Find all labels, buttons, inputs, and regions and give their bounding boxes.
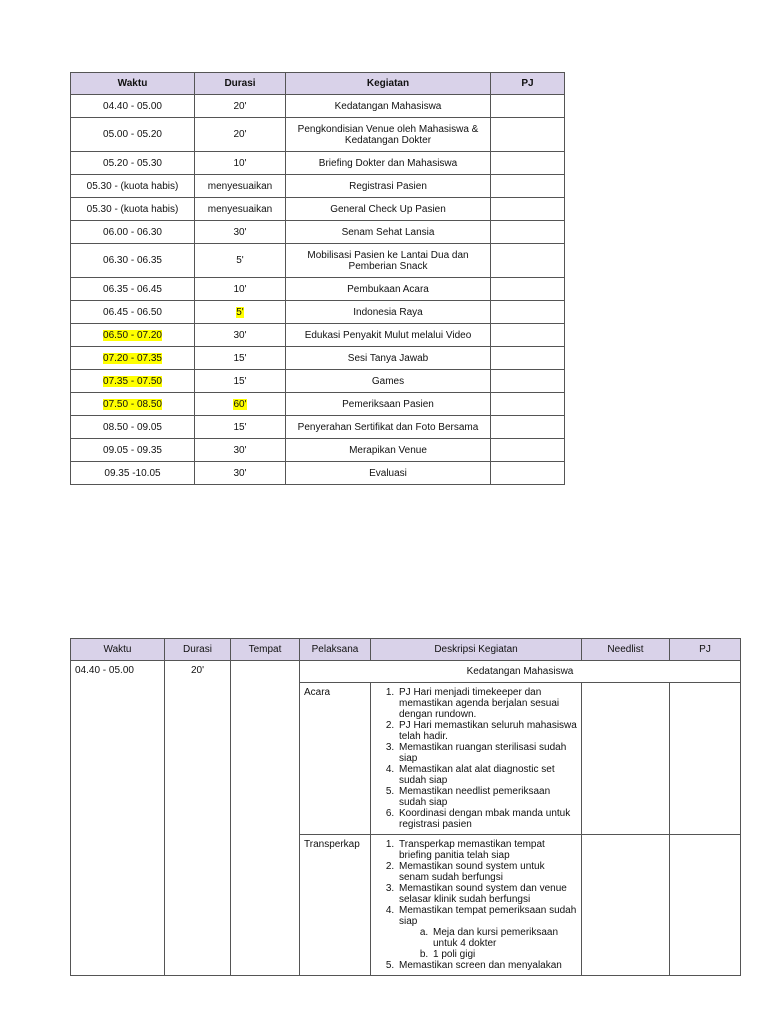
- list-item: 4. Memastikan alat alat diagnostic set sudah siap: [397, 764, 577, 786]
- header-needlist: Needlist: [582, 639, 670, 661]
- header-tempat: Tempat: [231, 639, 300, 661]
- cell-kegiatan: [286, 439, 491, 462]
- cell-waktu: [71, 118, 195, 152]
- table-row: [71, 301, 565, 324]
- waktu-text: 07.50 - 08.50: [103, 398, 162, 410]
- durasi-text: menyesuaikan: [207, 203, 273, 215]
- needlist-transperkap: [582, 835, 670, 976]
- header-waktu: Waktu: [71, 73, 195, 95]
- kegiatan-text: Games: [371, 375, 405, 387]
- detail-durasi: 20': [165, 661, 231, 976]
- table-row: [71, 152, 565, 175]
- cell-kegiatan: [286, 370, 491, 393]
- cell-pj: [491, 370, 565, 393]
- table-row: [71, 416, 565, 439]
- cell-pj: [491, 278, 565, 301]
- cell-kegiatan: [286, 152, 491, 175]
- cell-waktu: [71, 439, 195, 462]
- list-item: 5. Memastikan screen dan menyalakan: [397, 960, 577, 971]
- table-row: [71, 95, 565, 118]
- cell-waktu: [71, 198, 195, 221]
- detail-kegiatan-title: Kedatangan Mahasiswa: [300, 661, 741, 683]
- cell-waktu: [71, 95, 195, 118]
- waktu-text: 07.35 - 07.50: [103, 375, 162, 387]
- cell-pj: [491, 347, 565, 370]
- waktu-text: 09.35 -10.05: [104, 467, 161, 479]
- cell-pj: [491, 95, 565, 118]
- list-item: 2. Memastikan sound system untuk senam sudah berfungsi: [397, 861, 577, 883]
- waktu-text: 06.45 - 06.50: [103, 306, 162, 318]
- cell-kegiatan: [286, 175, 491, 198]
- durasi-text: 30': [233, 226, 247, 238]
- kegiatan-text: Pemeriksaan Pasien: [342, 398, 434, 410]
- cell-kegiatan: [286, 324, 491, 347]
- cell-durasi: [195, 393, 286, 416]
- transperkap-task-list: [375, 839, 577, 971]
- list-item: [397, 905, 577, 960]
- kegiatan-text: Pembukaan Acara: [347, 283, 429, 295]
- header-kegiatan: Kegiatan: [286, 73, 491, 95]
- waktu-text: 06.30 - 06.35: [103, 255, 162, 266]
- waktu-text: 08.50 - 09.05: [103, 421, 162, 433]
- waktu-text: 06.50 - 07.20: [103, 329, 162, 341]
- table-row: [71, 462, 565, 485]
- cell-durasi: [195, 324, 286, 347]
- cell-pj: [491, 152, 565, 175]
- table-row: [71, 278, 565, 301]
- table-row: [71, 347, 565, 370]
- detail-waktu: 04.40 - 05.00: [71, 661, 165, 976]
- cell-waktu: [71, 393, 195, 416]
- sub-list-item: a. Meja dan kursi pemeriksaan untuk 4 dokter: [431, 927, 577, 949]
- kegiatan-text: Indonesia Raya: [353, 306, 423, 318]
- waktu-text: 05.00 - 05.20: [103, 129, 162, 140]
- table-row: [71, 118, 565, 152]
- kegiatan-text: Sesi Tanya Jawab: [347, 352, 429, 364]
- cell-waktu: [71, 462, 195, 485]
- pelaksana-transperkap: Transperkap: [300, 835, 371, 976]
- cell-waktu: [71, 324, 195, 347]
- kegiatan-text: General Check Up Pasien: [330, 203, 446, 215]
- durasi-text: 5': [236, 306, 244, 318]
- cell-durasi: [195, 301, 286, 324]
- cell-durasi: [195, 462, 286, 485]
- durasi-text: menyesuaikan: [207, 180, 273, 192]
- durasi-text: 15': [233, 352, 247, 364]
- cell-waktu: [71, 278, 195, 301]
- list-item: 3. Memastikan sound system dan venue selasar klinik sudah berfungsi: [397, 883, 577, 905]
- cell-pj: [491, 198, 565, 221]
- pj-acara: [670, 683, 741, 835]
- cell-waktu: [71, 370, 195, 393]
- cell-durasi: [195, 95, 286, 118]
- cell-pj: [491, 439, 565, 462]
- table-row: [71, 393, 565, 416]
- waktu-text: 04.40 - 05.00: [103, 100, 162, 112]
- kegiatan-text: Briefing Dokter dan Mahasiswa: [318, 157, 458, 169]
- sub-list-item: b. 1 poli gigi: [431, 949, 577, 960]
- cell-pj: [491, 416, 565, 439]
- cell-pj: [491, 244, 565, 278]
- cell-pj: [491, 393, 565, 416]
- cell-pj: [491, 301, 565, 324]
- durasi-text: 30': [233, 467, 247, 479]
- sub-task-list: [399, 927, 577, 960]
- rundown-body: [71, 95, 565, 485]
- header-pj: PJ: [491, 73, 565, 95]
- cell-durasi: [195, 370, 286, 393]
- list-item-text: Memastikan tempat pemeriksaan sudah siap: [399, 905, 577, 927]
- kegiatan-text: Mobilisasi Pasien ke Lantai Dua dan Pemberian Snack: [307, 249, 469, 272]
- cell-kegiatan: [286, 118, 491, 152]
- cell-kegiatan: [286, 416, 491, 439]
- kegiatan-text: Registrasi Pasien: [349, 180, 427, 192]
- cell-kegiatan: [286, 221, 491, 244]
- detail-tempat: [231, 661, 300, 976]
- cell-pj: [491, 462, 565, 485]
- pj-transperkap: [670, 835, 741, 976]
- list-item: 3. Memastikan ruangan sterilisasi sudah siap: [397, 742, 577, 764]
- durasi-text: 60': [233, 398, 247, 410]
- acara-task-list: [375, 687, 577, 830]
- list-item: 1. Transperkap memastikan tempat briefing panitia telah siap: [397, 839, 577, 861]
- cell-waktu: [71, 152, 195, 175]
- cell-waktu: [71, 416, 195, 439]
- cell-waktu: [71, 301, 195, 324]
- cell-durasi: [195, 152, 286, 175]
- rundown-table: [70, 72, 565, 485]
- cell-kegiatan: [286, 393, 491, 416]
- kegiatan-text: Kedatangan Mahasiswa: [334, 100, 442, 112]
- cell-durasi: [195, 118, 286, 152]
- cell-durasi: [195, 278, 286, 301]
- cell-waktu: [71, 244, 195, 278]
- list-item: 6. Koordinasi dengan mbak manda untuk registrasi pasien: [397, 808, 577, 830]
- deskripsi-acara: [371, 683, 582, 835]
- durasi-text: 15': [233, 375, 247, 387]
- kegiatan-text: Merapikan Venue: [349, 444, 427, 456]
- durasi-text: 15': [233, 421, 247, 433]
- kegiatan-text: Senam Sehat Lansia: [341, 226, 435, 238]
- cell-waktu: [71, 175, 195, 198]
- needlist-acara: [582, 683, 670, 835]
- kegiatan-text: Edukasi Penyakit Mulut melalui Video: [304, 329, 472, 341]
- header-pelaksana: Pelaksana: [300, 639, 371, 661]
- cell-durasi: [195, 347, 286, 370]
- list-item: 5. Memastikan needlist pemeriksaan sudah siap: [397, 786, 577, 808]
- waktu-text: 05.30 - (kuota habis): [86, 180, 179, 192]
- waktu-text: 06.00 - 06.30: [103, 226, 162, 238]
- cell-durasi: [195, 244, 286, 278]
- cell-pj: [491, 324, 565, 347]
- header-pj: PJ: [670, 639, 741, 661]
- durasi-text: 20': [233, 100, 247, 112]
- detail-row-title: [71, 661, 741, 683]
- header-deskripsi: Deskripsi Kegiatan: [371, 639, 582, 661]
- table-row: [71, 175, 565, 198]
- kegiatan-text: Pengkondisian Venue oleh Mahasiswa & Kedatangan Dokter: [297, 123, 479, 146]
- cell-kegiatan: [286, 347, 491, 370]
- cell-durasi: [195, 175, 286, 198]
- header-waktu: Waktu: [71, 639, 165, 661]
- cell-kegiatan: [286, 198, 491, 221]
- waktu-text: 05.30 - (kuota habis): [86, 203, 179, 215]
- kegiatan-text: Evaluasi: [369, 467, 407, 479]
- rundown-header-row: [71, 73, 565, 95]
- cell-durasi: [195, 439, 286, 462]
- list-item: 2. PJ Hari memastikan seluruh mahasiswa telah hadir.: [397, 720, 577, 742]
- cell-durasi: [195, 221, 286, 244]
- cell-durasi: [195, 416, 286, 439]
- table-row: [71, 324, 565, 347]
- cell-kegiatan: [286, 95, 491, 118]
- durasi-text: 5': [236, 255, 244, 266]
- table-row: [71, 370, 565, 393]
- pelaksana-acara: Acara: [300, 683, 371, 835]
- cell-kegiatan: [286, 462, 491, 485]
- cell-waktu: [71, 347, 195, 370]
- cell-waktu: [71, 221, 195, 244]
- table-row: [71, 244, 565, 278]
- cell-pj: [491, 221, 565, 244]
- detail-table: [70, 638, 741, 976]
- header-durasi: Durasi: [195, 73, 286, 95]
- cell-kegiatan: [286, 301, 491, 324]
- durasi-text: 10': [233, 283, 247, 295]
- table-row: [71, 439, 565, 462]
- waktu-text: 05.20 - 05.30: [103, 157, 162, 169]
- waktu-text: 06.35 - 06.45: [103, 283, 162, 295]
- cell-pj: [491, 118, 565, 152]
- table-row: [71, 198, 565, 221]
- cell-pj: [491, 175, 565, 198]
- deskripsi-transperkap: [371, 835, 582, 976]
- header-durasi: Durasi: [165, 639, 231, 661]
- cell-durasi: [195, 198, 286, 221]
- waktu-text: 09.05 - 09.35: [103, 444, 162, 456]
- durasi-text: 30': [233, 444, 247, 456]
- table-row: [71, 221, 565, 244]
- durasi-text: 20': [233, 129, 247, 140]
- kegiatan-text: Penyerahan Sertifikat dan Foto Bersama: [297, 421, 479, 433]
- durasi-text: 30': [233, 329, 247, 341]
- durasi-text: 10': [233, 157, 247, 169]
- list-item: 1. PJ Hari menjadi timekeeper dan memastikan agenda berjalan sesuai dengan rundown.: [397, 687, 577, 720]
- waktu-text: 07.20 - 07.35: [103, 352, 162, 364]
- cell-kegiatan: [286, 244, 491, 278]
- cell-kegiatan: [286, 278, 491, 301]
- detail-header-row: [71, 639, 741, 661]
